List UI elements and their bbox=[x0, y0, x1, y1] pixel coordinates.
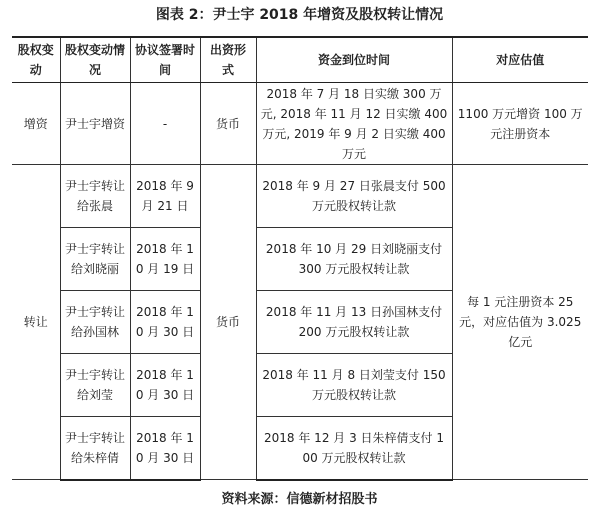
equity-table bbox=[12, 36, 588, 481]
funding-cell: 2018 年 12 月 3 日朱梓倩支付 100 万元股权转让款 bbox=[256, 417, 452, 480]
situation-cell: 尹士宇转让给刘晓丽 bbox=[60, 228, 130, 291]
header-valuation: 对应估值 bbox=[452, 37, 588, 83]
sign-date-cell: - bbox=[130, 83, 200, 165]
sign-date-cell: 2018 年 9 月 21 日 bbox=[130, 165, 200, 228]
sign-date-cell: 2018 年 10 月 30 日 bbox=[130, 291, 200, 354]
situation-cell: 尹士宇转让给朱梓倩 bbox=[60, 417, 130, 480]
sign-date-cell: 2018 年 10 月 30 日 bbox=[130, 354, 200, 417]
funding-cell: 2018 年 11 月 13 日孙国林支付 200 万元股权转让款 bbox=[256, 291, 452, 354]
sign-date-cell: 2018 年 10 月 19 日 bbox=[130, 228, 200, 291]
sign-date-cell: 2018 年 10 月 30 日 bbox=[130, 417, 200, 480]
header-sign-date: 协议签署时间 bbox=[130, 37, 200, 83]
header-change-situation: 股权变动情况 bbox=[60, 37, 130, 83]
change-type-cell: 增资 bbox=[12, 83, 60, 165]
source-note: 资料来源：信德新材招股书 bbox=[221, 492, 378, 507]
funding-cell: 2018 年 9 月 27 日张晨支付 500 万元股权转让款 bbox=[256, 165, 452, 228]
table-header-row bbox=[12, 37, 588, 83]
table-row bbox=[12, 165, 588, 228]
header-contribution-form: 出资形式 bbox=[200, 37, 256, 83]
valuation-cell: 1100 万元增资 100 万元注册资本 bbox=[452, 83, 588, 165]
valuation-cell: 每 1 元注册资本 25 元，对应估值为 3.025 亿元 bbox=[452, 165, 588, 480]
situation-cell: 尹士宇转让给张晨 bbox=[60, 165, 130, 228]
header-funding-time: 资金到位时间 bbox=[256, 37, 452, 83]
funding-cell: 2018 年 7 月 18 日实缴 300 万元, 2018 年 11 月 12 日实缴 400 万元, 2019 年 9 月 2 日实缴 400 万元 bbox=[256, 83, 452, 165]
situation-cell: 尹士宇增资 bbox=[60, 83, 130, 165]
form-cell: 货币 bbox=[200, 165, 256, 480]
funding-cell: 2018 年 11 月 8 日刘莹支付 150 万元股权转让款 bbox=[256, 354, 452, 417]
header-change-type: 股权变动 bbox=[12, 37, 60, 83]
figure-title: 图表 2：尹士宇 2018 年增资及股权转让情况 bbox=[155, 7, 444, 23]
situation-cell: 尹士宇转让给刘莹 bbox=[60, 354, 130, 417]
funding-cell: 2018 年 10 月 29 日刘晓丽支付 300 万元股权转让款 bbox=[256, 228, 452, 291]
table-row bbox=[12, 83, 588, 165]
form-cell: 货币 bbox=[200, 83, 256, 165]
situation-cell: 尹士宇转让给孙国林 bbox=[60, 291, 130, 354]
change-type-cell: 转让 bbox=[12, 165, 60, 480]
